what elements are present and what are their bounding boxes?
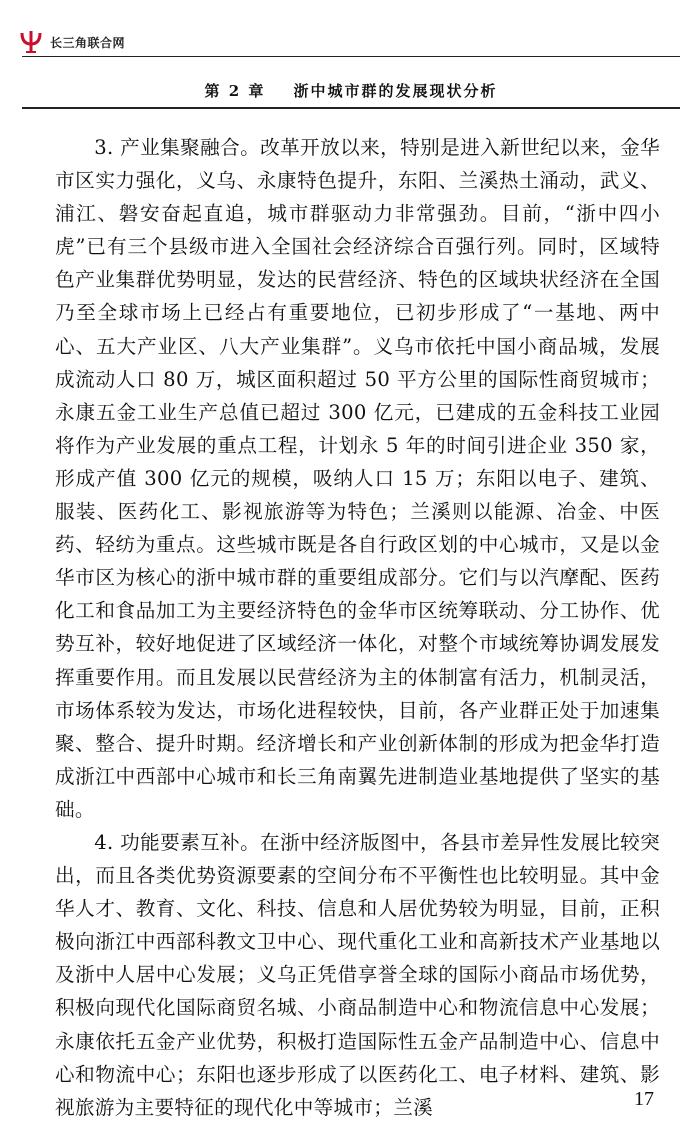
- body-text: [55, 131, 660, 1124]
- page-number: 17: [634, 1088, 654, 1110]
- chapter-header: [22, 80, 680, 101]
- psi-logo-icon: [18, 30, 44, 54]
- logo-text: 长三角联合网: [50, 35, 126, 50]
- paragraph-4: 4. 功能要素互补。在浙中经济版图中，各县市差异性发展比较突出，而且各类优势资源要素的空间分布不平衡性也比较明显。其中金华人才、教育、文化、科技、信息和人居优势较为明显，目前，正积极向浙江中西部科教文卫中心、现代重化工业和高新技术产业基地以及浙中人居中心发展；义乌正凭借享誉全球的国际小商品市场优势，积极向现代化国际商贸名城、小商品制造中心和物流信息中心发展；永康依托五金产业优势，积极打造国际性五金产品制造中心、信息中心和物流中心；东阳也逐步形成了以医药化工、电子材料、建筑、影视旅游为主要特征的现代化中等城市；兰溪: [55, 830, 660, 1119]
- chapter-number: 第 2 章: [204, 82, 266, 100]
- chapter-title: 浙中城市群的发展现状分析: [293, 82, 498, 100]
- paragraph-3: 3. 产业集聚融合。改革开放以来，特别是进入新世纪以来，金华市区实力强化，义乌、永康特色提升，东阳、兰溪热土涌动，武义、浦江、磐安奋起直追，城市群驱动力非常强劲。目前，“浙中四小虎”已有三个县级市进入全国社会经济综合百强行列。同时，区域特色产业集群优势明显，发达的民营经济、特色的区域块状经济在全国乃至全球市场上已经占有重要地位，已初步形成了“一基地、两中心、五大产业区、八大产业集群”。义乌市依托中国小商品城，发展成流动人口 80 万，城区面积超过 50 平方公里的国际性商贸城市；永康五金工业生产总值已超过 300 亿元，已建成的五金科技工业园将作为产业发展的重点工程，计划永 5 年的时间引进企业 350 家，形成产值 300 亿元的规模，吸纳人口 15 万；东阳以电子、建筑、服装、医药化工、影视旅游等为特色；兰溪则以能源、冶金、中医药、轻纺为重点。这些城市既是各自行政区划的中心城市，又是以金华市区为核心的浙中城市群的重要组成部分。它们与以汽摩配、医药化工和食品加工为主要经济特色的金华市区统筹联动、分工协作、优势互补，较好地促进了区域经济一体化，对整个市域统筹协调发展发挥重要作用。而且发展以民营经济为主的体制富有活力，机制灵活，市场体系较为发达，市场化进程较快，目前，各产业群正处于加速集聚、整合、提升时期。经济增长和产业创新体制的形成为把金华打造成浙江中西部中心城市和长三角南翼先进制造业基地提供了坚实的基础。: [55, 136, 661, 821]
- site-logo: [18, 30, 125, 54]
- header-rule-bottom: [22, 107, 680, 109]
- header-rule-top: [22, 56, 680, 57]
